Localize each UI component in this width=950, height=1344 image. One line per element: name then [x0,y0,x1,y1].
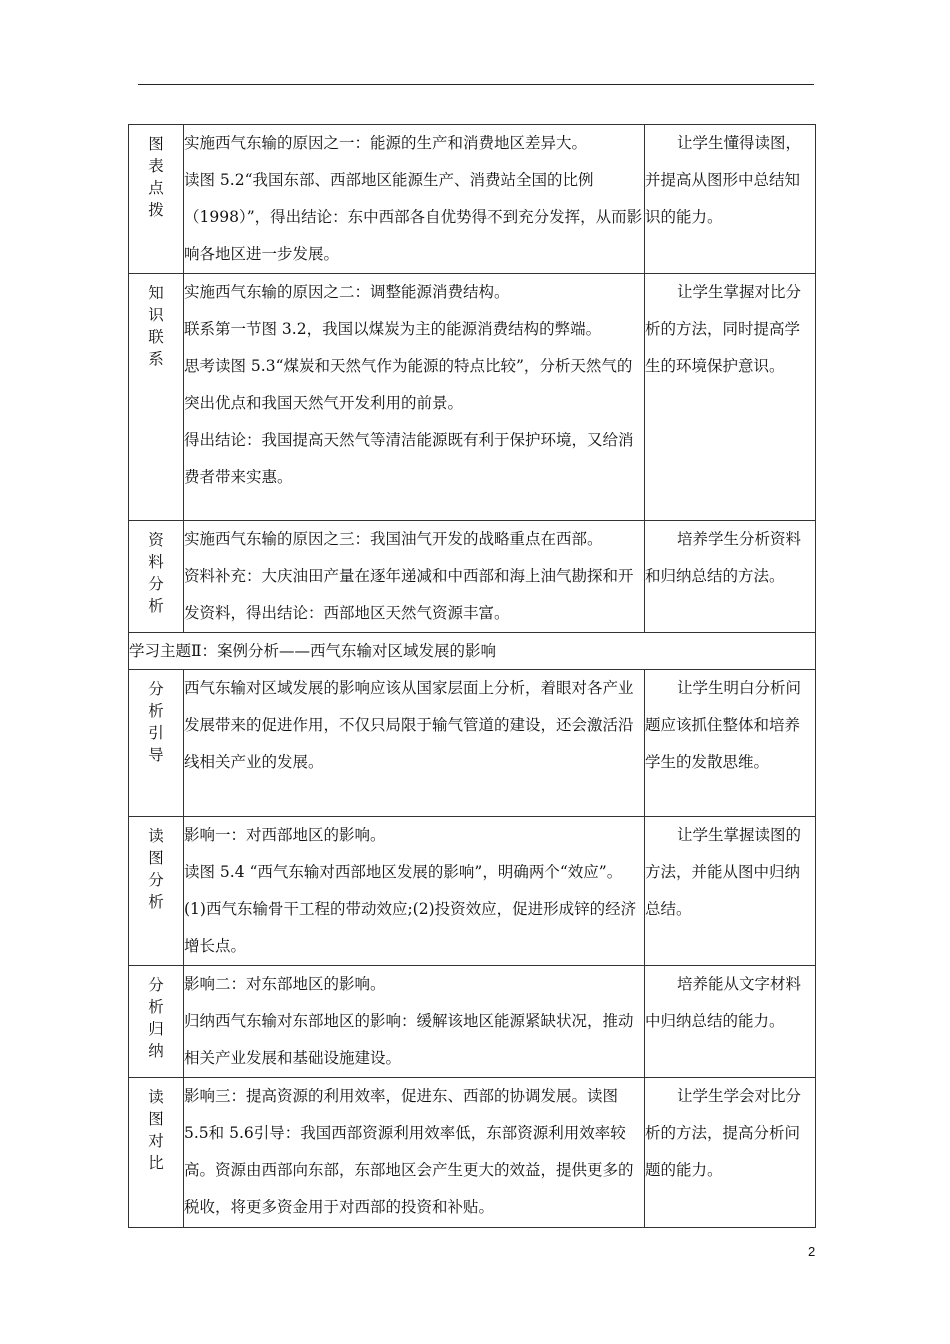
row-content-cell [184,817,645,966]
row-label-cell [129,817,184,966]
row-goal: 让学生懂得读图，并提高从图形中总结知识的能力。 [645,134,802,226]
content-line: 读图 5.4 “西气东输对西部地区发展的影响”，明确两个“效应”。(1)西气东输骨干工程的带动效应;(2)投资效应，促进形成锌的经济增长点。 [184,863,637,955]
lesson-table [128,124,816,1228]
row-goal-cell [645,521,816,633]
row-label-cell [129,1078,184,1228]
row-label: 分析归纳 [148,976,164,1060]
row-goal-cell [645,1078,816,1228]
row-goal: 让学生明白分析问题应该抓住整体和培养学生的发散思维。 [645,679,802,771]
row-label: 读图对比 [148,1088,164,1172]
content-line: 西气东输对区域发展的影响应该从国家层面上分析，着眼对各产业发展带来的促进作用，不仅只局限于输气管道的建设，还会激活沿线相关产业的发展。 [184,679,634,771]
content-line: 资料补充：大庆油田产量在逐年递减和中西部和海上油气勘探和开发资料，得出结论：西部地区天然气资源丰富。 [184,567,634,622]
row-content-cell [184,670,645,817]
row-label: 分析引导 [148,680,164,764]
row-goal: 培养能从文字材料中归纳总结的能力。 [645,975,802,1030]
content-line: 归纳西气东输对东部地区的影响：缓解该地区能源紧缺状况，推动相关产业发展和基础设施建设。 [184,1012,634,1067]
row-goal-cell [645,670,816,817]
row-goal-cell [645,274,816,521]
row-label: 知识联系 [148,284,164,368]
table-row [129,125,816,274]
table-row [129,670,816,817]
table-row [129,633,816,670]
row-goal-cell [645,966,816,1078]
content-line: 联系第一节图 3.2，我国以煤炭为主的能源消费结构的弊端。 [184,320,602,338]
content-line: 影响二：对东部地区的影响。 [184,975,386,993]
row-label-cell [129,125,184,274]
table-row [129,966,816,1078]
header-rule [138,84,814,85]
content-line: 实施西气东输的原因之一：能源的生产和消费地区差异大。 [184,134,588,152]
row-goal-cell [645,125,816,274]
content-line: 影响一：对西部地区的影响。 [184,826,386,844]
table-row [129,521,816,633]
row-label: 读图分析 [148,827,164,911]
row-goal-cell [645,817,816,966]
content-line: 实施西气东输的原因之三：我国油气开发的战略重点在西部。 [184,530,603,548]
table-row [129,274,816,521]
content-line: 得出结论：我国提高天然气等清洁能源既有利于保护环境，又给消费者带来实惠。 [184,431,634,486]
row-content-cell [184,966,645,1078]
row-label-cell [129,670,184,817]
page-number: 2 [808,1244,816,1259]
content-line: 影响三：提高资源的利用效率，促进东、西部的协调发展。读图 5.5和 5.6引导：我国西部资源利用效率低，东部资源利用效率较高。资源由西部向东部，东部地区会产生更大的效益，提供更多的税收，将更多资金用于对西部的投资和补贴。 [184,1087,634,1216]
row-label: 资料分析 [148,531,164,615]
row-content-cell [184,274,645,521]
row-goal: 让学生学会对比分析的方法，提高分析问题的能力。 [645,1087,802,1179]
table-row [129,1078,816,1228]
row-content-cell [184,125,645,274]
row-label-cell [129,966,184,1078]
row-content-cell [184,521,645,633]
row-content-cell [184,1078,645,1228]
content-line: 思考读图 5.3“煤炭和天然气作为能源的特点比较”，分析天然气的突出优点和我国天然气开发利用的前景。 [184,357,633,412]
row-goal: 培养学生分析资料和归纳总结的方法。 [645,530,802,585]
content-line: 实施西气东输的原因之二：调整能源消费结构。 [184,283,510,301]
table-row [129,817,816,966]
row-label-cell [129,274,184,521]
theme-heading: 学习主题Ⅱ：案例分析——西气东输对区域发展的影响 [129,633,816,670]
row-label: 图表点拨 [148,135,164,219]
row-label-cell [129,521,184,633]
content-line: 读图 5.2“我国东部、西部地区能源生产、消费站全国的比例（1998）”，得出结论：东中西部各自优势得不到充分发挥，从而影响各地区进一步发展。 [184,171,643,263]
row-goal: 让学生掌握对比分析的方法，同时提高学生的环境保护意识。 [645,283,802,375]
row-goal: 让学生掌握读图的方法，并能从图中归纳总结。 [645,826,802,918]
